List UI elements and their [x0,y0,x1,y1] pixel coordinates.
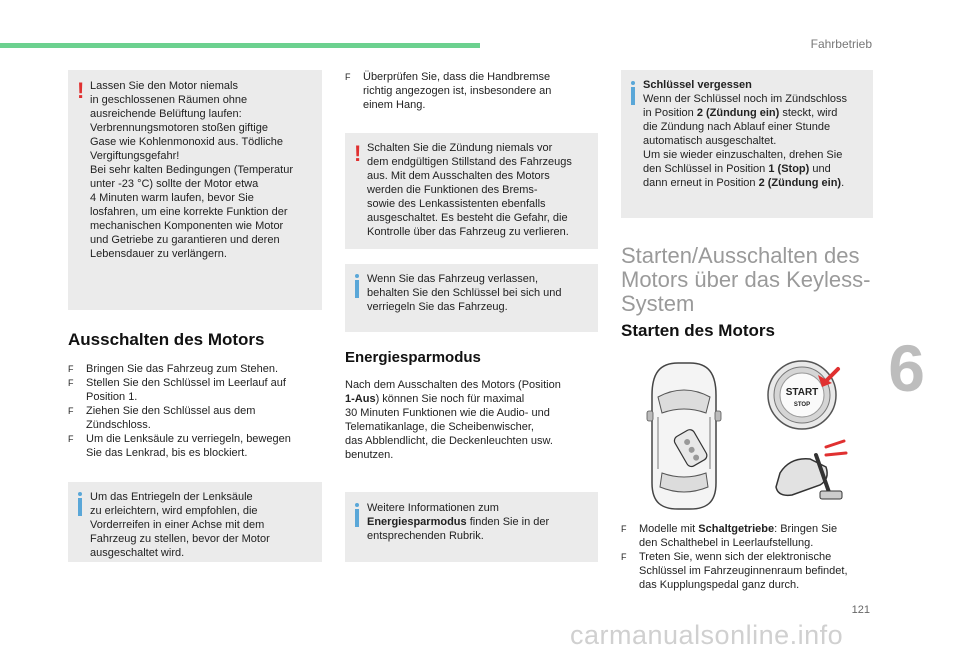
foot-pedal-icon [776,441,846,499]
list-item: F Stellen Sie den Schlüssel im Leerlauf auf Position 1. [68,377,286,403]
section-title-starten: Starten des Motors [621,321,775,340]
warning-text: Lassen Sie den Motor niemals in geschlossenen Räumen ohne ausreichende Belüftung laufen: Verbrennungsmotoren stoßen giftige Gase wie Kohlenmonoxid aus. Tödliche Vergiftungsgefahr! Bei sehr kalten Bedingungen (Temperatur unter -23 °C) sollte der Motor etwa 4 Minuten warm laufen, bevor Sie losfahren, um eine korrekte Funktion der mechanischen Komponenten wie Motor und Getriebe zu garantieren und deren Lebensdauer zu verlängern. [90,80,294,260]
exclamation-warning-icon: ! [77,78,85,103]
info-box-lenksaeule: Um das Entriegeln der Lenksäule zu erleichtern, wird empfohlen, die Vorderreifen in einer Achse mit dem Fahrzeug zu stellen, bevor der Motor ausgeschaltet wird. [68,482,322,562]
info-icon [355,274,360,300]
chapter-number: 6 [888,331,925,405]
section-title-energiesparmodus: Energiesparmodus [345,349,481,366]
keyless-start-illustration [630,355,870,515]
warning-box-zuendung: ! Schalten Sie die Zündung niemals vor dem endgültigen Stillstand des Fahrzeugs aus. Mit dem Ausschalten des Motors werden die Funktionen des Brems- sowie des Lenkassistenten ebenfalls ausgeschaltet. Es besteht die Gefahr, die Kontrolle über das Fahrzeug zu verlieren. [345,133,598,249]
bullet-list-starten [621,522,873,592]
list-item: F Treten Sie, wenn sich der elektronische Schlüssel im Fahrzeuginnenraum befindet, das Kupplungspedal ganz durch. [621,551,848,591]
info-box-weitere: Weitere Informationen zum Energiesparmodus finden Sie in der entsprechenden Rubrik. [345,492,598,562]
section-title-ausschalten: Ausschalten des Motors [68,330,265,349]
section-title-keyless: Starten/Ausschalten des Motors über das Keyless- System [621,243,871,316]
energiesparmodus-paragraph: Nach dem Ausschalten des Motors (Position 1-Aus) können Sie noch für maximal 30 Minuten Funktionen wie die Audio- und Telematikanlage, die Scheibenwischer, das Abblendlicht, die Deckenleuchten usw. benutzen. [345,379,561,461]
stop-label: STOP [793,402,811,408]
info-box-verlassen: Wenn Sie das Fahrzeug verlassen, behalten Sie den Schlüssel bei sich und verriegeln Sie das Fahrzeug. [345,264,598,332]
chapter-title: Fahrbetrieb [810,37,872,51]
warning-box-engine [68,70,322,310]
info-icon [631,81,636,107]
info-box-schluessel-vergessen: Schlüssel vergessen Wenn der Schlüssel noch im Zündschloss in Position 2 (Zündung ein) steckt, wird die Zündung nach Ablauf einer Stunde automatisch ausgeschaltet. Um sie wieder einzuschalten, drehen Sie den Schlüssel in Position 1 (Stop) und dann erneut in Position 2 (Zündung ein). [621,70,873,218]
start-label: START [785,387,819,398]
bullet-list-ausschalten [68,362,328,460]
list-item: F Ziehen Sie den Schlüssel aus dem Zündschloss. [68,405,256,431]
info-icon [355,503,360,529]
bullet-handbremse [345,70,600,112]
watermark[interactable]: carmanualsonline.info [570,620,844,650]
list-item: F Bringen Sie das Fahrzeug zum Stehen. [68,363,279,375]
start-stop-button-icon [768,361,836,429]
exclamation-warning-icon: ! [354,141,362,166]
list-item: F Modelle mit Schaltgetriebe: Bringen Sie den Schalthebel in Leerlaufstellung. [621,523,838,549]
list-item: F Um die Lenksäule zu verriegeln, bewegen Sie das Lenkrad, bis es blockiert. [68,433,291,459]
list-item: F Überprüfen Sie, dass die Handbremse richtig angezogen ist, insbesondere an einem Hang. [345,71,552,111]
chapter-color-bar [0,43,480,48]
info-icon [78,492,83,518]
page-number: 121 [851,604,870,616]
